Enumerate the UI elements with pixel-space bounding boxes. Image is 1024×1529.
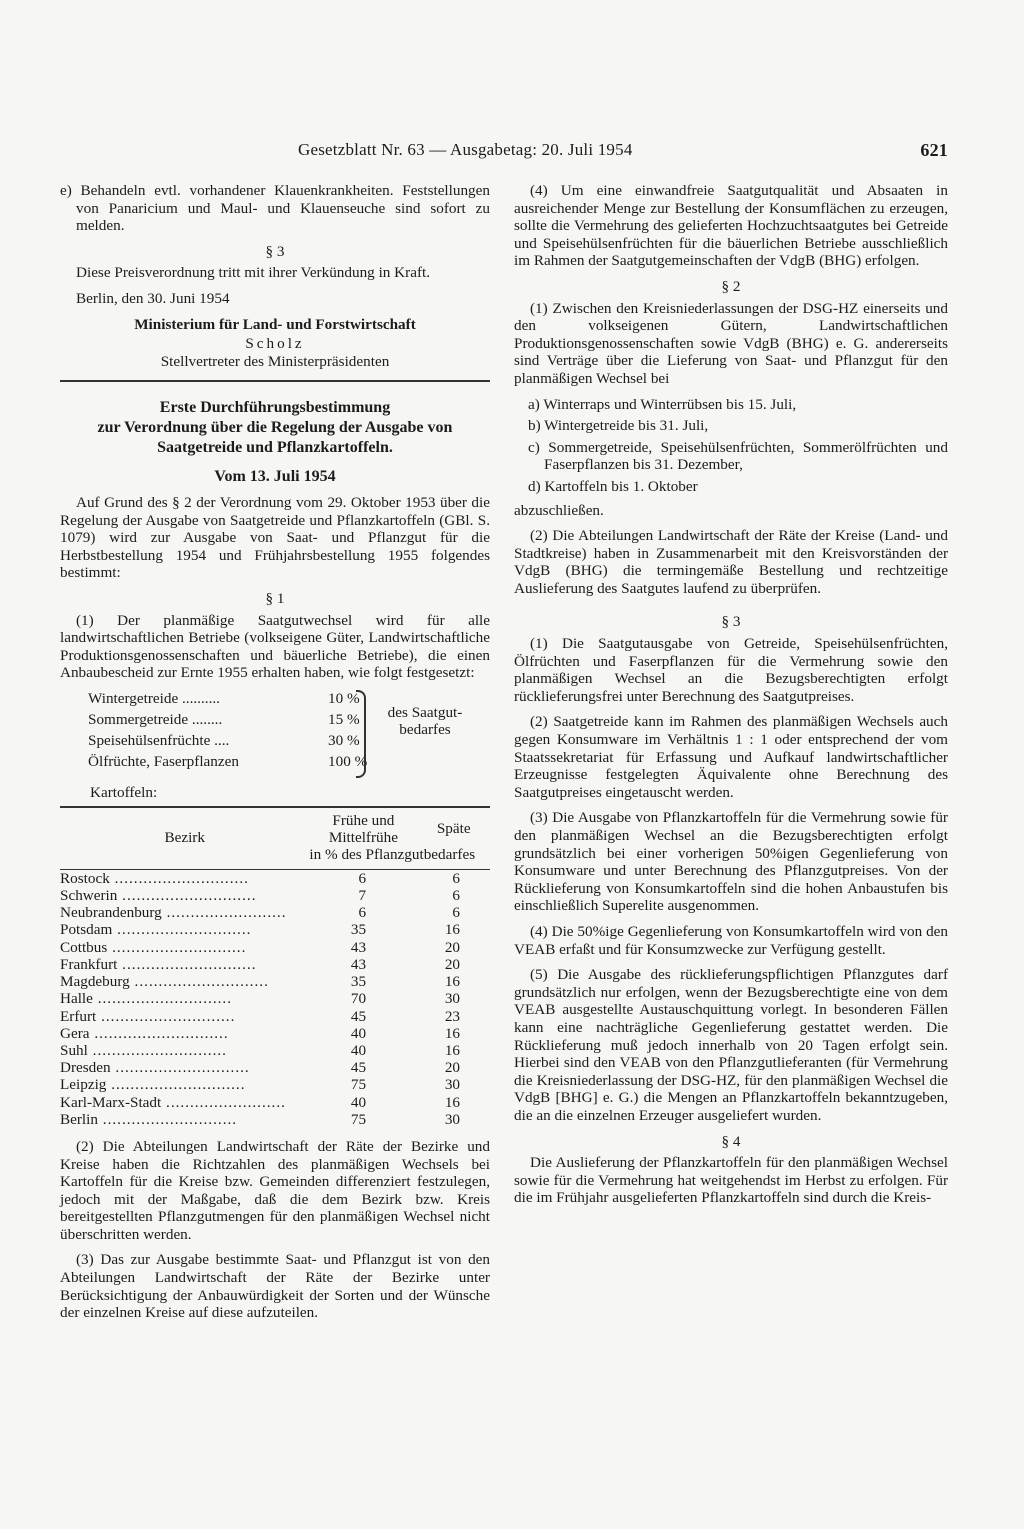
col-values-header bbox=[309, 807, 490, 870]
title-line-1: Erste Durchführungsbestimmung bbox=[159, 399, 391, 417]
quota-name: Wintergetreide .......... bbox=[88, 689, 220, 707]
kartoffeln-label: Kartoffeln: bbox=[90, 783, 158, 801]
divider bbox=[60, 380, 490, 382]
spaete-cell: 20 bbox=[444, 1059, 460, 1077]
quota-value: 100 % bbox=[328, 752, 368, 770]
quota-name: Ölfrüchte, Faserpflanzen bbox=[88, 752, 239, 770]
intro-paragraph: Auf Grund des § 2 der Verordnung vom 29. Oktober 1953 über die Regelung der Ausgabe von Saatgetreide und Pflanzkartoffeln (GBl. S. 1079) wird zur Ausgabe von Saat- und Pflanzgut für die Herbstbestellung 1954 und Frühjahrsbestellung 1955 folgendes bestimmt: bbox=[60, 493, 490, 582]
spaete-cell: 6 bbox=[452, 869, 460, 887]
fruehe-cell: 6 bbox=[358, 904, 367, 922]
bezirk-table bbox=[60, 806, 490, 1128]
quota-value: 15 % bbox=[328, 710, 360, 728]
col-spaete: Späte bbox=[436, 820, 471, 838]
header-text: Gesetzblatt Nr. 63 — Ausgabetag: 20. Juli 1954 bbox=[298, 140, 633, 159]
bezirk-cell bbox=[60, 921, 309, 938]
table-row bbox=[60, 921, 490, 938]
bezirk-cell bbox=[60, 904, 309, 921]
table-row bbox=[60, 1076, 490, 1093]
section-1-paragraph-4: (4) Um eine einwandfreie Saatgutqualität und Absaaten in ausreichender Menge zur Bestellung der Konsumflächen zu erzeugen, sollte die Vermehrung des gelieferten Hochzuchtsaatgutes bei Getreide und Speisehülsenfrüchten für die bäuerlichen Betriebe ausschließlich im Rahmen der Saatgutgemeinschaften der VdgB (BHG) erfolgen. bbox=[514, 182, 948, 270]
spaete-cell: 6 bbox=[452, 887, 460, 905]
title-line-2: zur Verordnung über die Regelung der Ausgabe von bbox=[97, 419, 453, 437]
quota-label bbox=[370, 704, 480, 738]
deadline-list bbox=[514, 396, 948, 496]
item-e: e) Behandeln evtl. vorhandener Klauenkrankheiten. Feststellungen von Panaricium und Maul- und Klauenseuche sind sofort zu melden. bbox=[60, 182, 490, 235]
table-row bbox=[60, 887, 490, 904]
section-2-title: § 2 bbox=[721, 277, 741, 295]
quota-label-line-1: des Saatgut- bbox=[387, 703, 463, 721]
spaete-cell: 30 bbox=[444, 1076, 460, 1094]
section-3-paragraph-4: (4) Die 50%ige Gegenlieferung von Konsumkartoffeln wird von den VEAB erfaßt und für Konsumzwecke zur Verfügung gestellt. bbox=[514, 922, 948, 958]
table-row bbox=[60, 869, 490, 887]
bezirk-cell bbox=[60, 1111, 309, 1128]
bezirk-name: Berlin ..... bbox=[60, 1111, 285, 1128]
bezirk-name: Leipzig ..... bbox=[60, 1076, 285, 1093]
bezirk-name: Halle ..... bbox=[60, 990, 285, 1007]
spaete-cell: 30 bbox=[444, 990, 460, 1008]
fruehe-cell: 6 bbox=[358, 869, 367, 887]
spaete-cell: 16 bbox=[444, 1041, 460, 1059]
spaete-cell: 20 bbox=[444, 938, 460, 956]
page-header bbox=[298, 140, 948, 160]
section-4-title: § 4 bbox=[721, 1132, 741, 1150]
table-row bbox=[60, 1008, 490, 1025]
col-unit: in % des Pflanzgutbedarfes bbox=[309, 845, 476, 863]
fruehe-cell: 45 bbox=[350, 1007, 367, 1025]
fruehe-cell: 7 bbox=[358, 887, 367, 905]
section-1-paragraph-2: (2) Die Abteilungen Landwirtschaft der Räte der Bezirke und Kreise haben die Richtzahlen des planmäßigen Wechsels bei Kartoffeln für die Kreise bzw. Gemeinden differenziert festzulegen, jedoch mit der Maßgabe, daß die dem Bezirk bzw. Kreis bereitgestellten Pflanzgutmengen für den planmäßigen Wechsel nicht überschritten werden. bbox=[60, 1137, 490, 1243]
brace bbox=[356, 690, 366, 778]
fruehe-cell: 40 bbox=[350, 1024, 367, 1042]
section-1-title: § 1 bbox=[265, 589, 285, 607]
quota-label-line-2: bedarfes bbox=[399, 720, 451, 738]
signer-role: Stellvertreter des Ministerpräsidenten bbox=[160, 352, 390, 370]
bezirk-cell bbox=[60, 1076, 309, 1093]
section-3-paragraph-2: (2) Saatgetreide kann im Rahmen des planmäßigen Wechsels auch gegen Konsumware im Verhältnis 1 : 1 oder entsprechend der vom Staatssekretariat für Erfassung und Aufkauf landwirtschaftlicher Erzeugnisse festgelegten Äquivalente ohne Berechnung des Saatgutpreises eingetauscht werden. bbox=[514, 713, 948, 801]
spaete-cell: 6 bbox=[452, 904, 460, 922]
fruehe-cell: 70 bbox=[350, 990, 367, 1008]
fruehe-cell: 35 bbox=[350, 921, 367, 939]
table-row bbox=[60, 1059, 490, 1076]
page-number: 621 bbox=[920, 140, 948, 160]
table-row bbox=[60, 973, 490, 990]
fruehe-cell: 43 bbox=[350, 938, 367, 956]
section-2-close: abzuschließen. bbox=[514, 501, 604, 519]
bezirk-name: Erfurt ..... bbox=[60, 1008, 285, 1025]
section-3-text: Diese Preisverordnung tritt mit ihrer Verkündung in Kraft. bbox=[76, 264, 431, 282]
bezirk-cell bbox=[60, 990, 309, 1007]
section-2-paragraph-2: (2) Die Abteilungen Landwirtschaft der Räte der Kreise (Land- und Stadtkreise) haben in Zusammenarbeit mit den Kreisvorständen der VdgB (BHG) die termingemäße Bestellung und rechtzeitige Auslieferung des Saatgutes laufend zu überprüfen. bbox=[514, 527, 948, 597]
section-2-paragraph-1: (1) Zwischen den Kreisniederlassungen der DSG-HZ einerseits und den volkseigenen Gütern, Landwirtschaftlichen Produktionsgenossenschaften sowie VdgB (BHG) e. G. andererseits sind Verträge über die Lieferung von Saat- und Pflanzgut für den planmäßigen Wechsel bei bbox=[514, 299, 948, 387]
document-date: Vom 13. Juli 1954 bbox=[214, 468, 336, 486]
bezirk-cell bbox=[60, 1008, 309, 1025]
bezirk-table-body bbox=[60, 869, 490, 1128]
fruehe-cell: 35 bbox=[350, 973, 367, 991]
bezirk-cell bbox=[60, 869, 309, 887]
table-row bbox=[60, 939, 490, 956]
spaete-cell: 20 bbox=[444, 955, 460, 973]
fruehe-cell: 75 bbox=[350, 1110, 367, 1128]
fruehe-cell: 40 bbox=[350, 1041, 367, 1059]
spaete-cell: 16 bbox=[444, 973, 460, 991]
bezirk-name: Suhl ..... bbox=[60, 1042, 285, 1059]
quota-value: 10 % bbox=[328, 689, 360, 707]
bezirk-name: Frankfurt ..... bbox=[60, 956, 285, 973]
bezirk-cell bbox=[60, 1094, 309, 1111]
bezirk-name: Potsdam ..... bbox=[60, 921, 285, 938]
fruehe-cell: 45 bbox=[350, 1059, 367, 1077]
bezirk-cell bbox=[60, 956, 309, 973]
section-3-title-right: § 3 bbox=[721, 613, 741, 631]
quota-list bbox=[60, 690, 490, 800]
spaete-cell: 30 bbox=[444, 1110, 460, 1128]
ministry: Ministerium für Land- und Forstwirtschaft bbox=[134, 315, 416, 333]
quota-name: Speisehülsenfrüchte .... bbox=[88, 731, 230, 749]
table-row bbox=[60, 904, 490, 921]
table-row bbox=[60, 1111, 490, 1128]
bezirk-name: Cottbus ..... bbox=[60, 939, 285, 956]
col-fruehe-l1: Frühe und bbox=[332, 811, 395, 829]
place-date: Berlin, den 30. Juni 1954 bbox=[76, 289, 230, 307]
list-item: b) Wintergetreide bis 31. Juli, bbox=[528, 417, 709, 435]
document-title bbox=[60, 398, 490, 458]
spaete-cell: 16 bbox=[444, 921, 460, 939]
table-row bbox=[60, 1025, 490, 1042]
bezirk-name: Magdeburg ..... bbox=[60, 973, 285, 990]
spaete-cell: 16 bbox=[444, 1093, 460, 1111]
spaete-cell: 16 bbox=[444, 1024, 460, 1042]
section-3-paragraph-3: (3) Die Ausgabe von Pflanzkartoffeln für die Vermehrung sowie für den planmäßigen Wechsel an die Bezugsberechtigten erfolgt grundsätzlich bei einer vorherigen 50%igen Gegenlieferung von Konsumware und unter Berechnung des Pflanzgutpreises. Von der Rücklieferung von Konsumkartoffeln sind die hohen Anbaustufen bis einschließlich Superelite ausgenommen. bbox=[514, 809, 948, 915]
fruehe-cell: 40 bbox=[350, 1093, 367, 1111]
table-row bbox=[60, 990, 490, 1007]
section-3-paragraph-5: (5) Die Ausgabe des rücklieferungspflichtigen Pflanzgutes darf grundsätzlich nur erfolgen, wenn der Bezugsberechtigte eine von dem VEAB ausgestellte Austauschquittung vorlegt. In besonderen Fällen kann eine nachträgliche Gegenlieferung gestattet werden. Die Rücklieferung muß jedoch innerhalb von 20 Tagen erfolgt sein. Hierbei sind den VEAB von den Pflanzgutlieferanten (für Vermehrung die Kreisniederlassung der DSG-HZ, für den planmäßigen Wechsel die VdgB [BHG] e. G.) die Mengen an Pflanzkartoffeln bekanntzugeben, die an die einzelnen Erzeuger ausgeliefert wurden. bbox=[514, 966, 948, 1124]
table-row bbox=[60, 1042, 490, 1059]
list-item: a) Winterraps und Winterrübsen bis 15. Juli, bbox=[528, 395, 797, 413]
bezirk-cell bbox=[60, 973, 309, 990]
section-4-paragraph-1: Die Auslieferung der Pflanzkartoffeln für den planmäßigen Wechsel sowie für die Vermehrung hat weitgehendst im Herbst zu erfolgen. Für die im Frühjahr ausgelieferten Pflanzkartoffeln sind durch die Kreis- bbox=[514, 1154, 948, 1207]
bezirk-cell bbox=[60, 1025, 309, 1042]
bezirk-name: Rostock ..... bbox=[60, 870, 285, 887]
col-bezirk: Bezirk bbox=[60, 807, 309, 870]
bezirk-cell bbox=[60, 887, 309, 904]
quota-value: 30 % bbox=[328, 731, 360, 749]
signer: Scholz bbox=[245, 335, 305, 353]
table-row bbox=[60, 956, 490, 973]
section-1-paragraph-1: (1) Der planmäßige Saatgutwechsel wird für alle landwirtschaftlichen Betriebe (volkseigene Güter, Landwirtschaftliche Produktionsgenossenschaften und bäuerliche Betriebe), die einen Anbaubescheid zur Ernte 1955 erhalten haben, wie folgt festgesetzt: bbox=[60, 611, 490, 682]
table-row bbox=[60, 1094, 490, 1111]
fruehe-cell: 75 bbox=[350, 1076, 367, 1094]
left-column bbox=[60, 182, 490, 1330]
section-3-paragraph-1: (1) Die Saatgutausgabe von Getreide, Speisehülsenfrüchten, Ölfrüchten und Faserpflanzen für die Vermehrung sowie den planmäßigen Wechsel an die Bezugsberechtigten erfolgt rücklieferungsfrei unter Berechnung des Saatgutpreises. bbox=[514, 635, 948, 705]
section-1-paragraph-3: (3) Das zur Ausgabe bestimmte Saat- und Pflanzgut ist von den Abteilungen Landwirtschaft der Räte der Bezirke unter Berücksichtigung der Anbauwürdigkeit der Sorten und der Wünsche der einzelnen Kreise auf diese aufzuteilen. bbox=[60, 1251, 490, 1322]
bezirk-name: Dresden ..... bbox=[60, 1059, 285, 1076]
right-column bbox=[514, 182, 948, 1215]
list-item: c) Sommergetreide, Speisehülsenfrüchten, Sommerölfrüchten und Faserpflanzen bis 31. Dezember, bbox=[528, 438, 948, 474]
col-fruehe-l2: Mittelfrühe bbox=[328, 828, 398, 846]
title-line-3: Saatgetreide und Pflanzkartoffeln. bbox=[157, 439, 393, 457]
bezirk-cell bbox=[60, 1059, 309, 1076]
bezirk-cell bbox=[60, 1042, 309, 1059]
bezirk-name: Gera ..... bbox=[60, 1025, 285, 1042]
bezirk-name: Schwerin ..... bbox=[60, 887, 285, 904]
quota-name: Sommergetreide ........ bbox=[88, 710, 223, 728]
bezirk-name: Karl-Marx-Stadt ..... bbox=[60, 1094, 285, 1111]
list-item: d) Kartoffeln bis 1. Oktober bbox=[528, 477, 698, 495]
bezirk-name: Neubrandenburg ..... bbox=[60, 904, 285, 921]
section-3-title: § 3 bbox=[265, 242, 285, 260]
fruehe-cell: 43 bbox=[350, 955, 367, 973]
spaete-cell: 23 bbox=[444, 1007, 460, 1025]
bezirk-cell bbox=[60, 939, 309, 956]
